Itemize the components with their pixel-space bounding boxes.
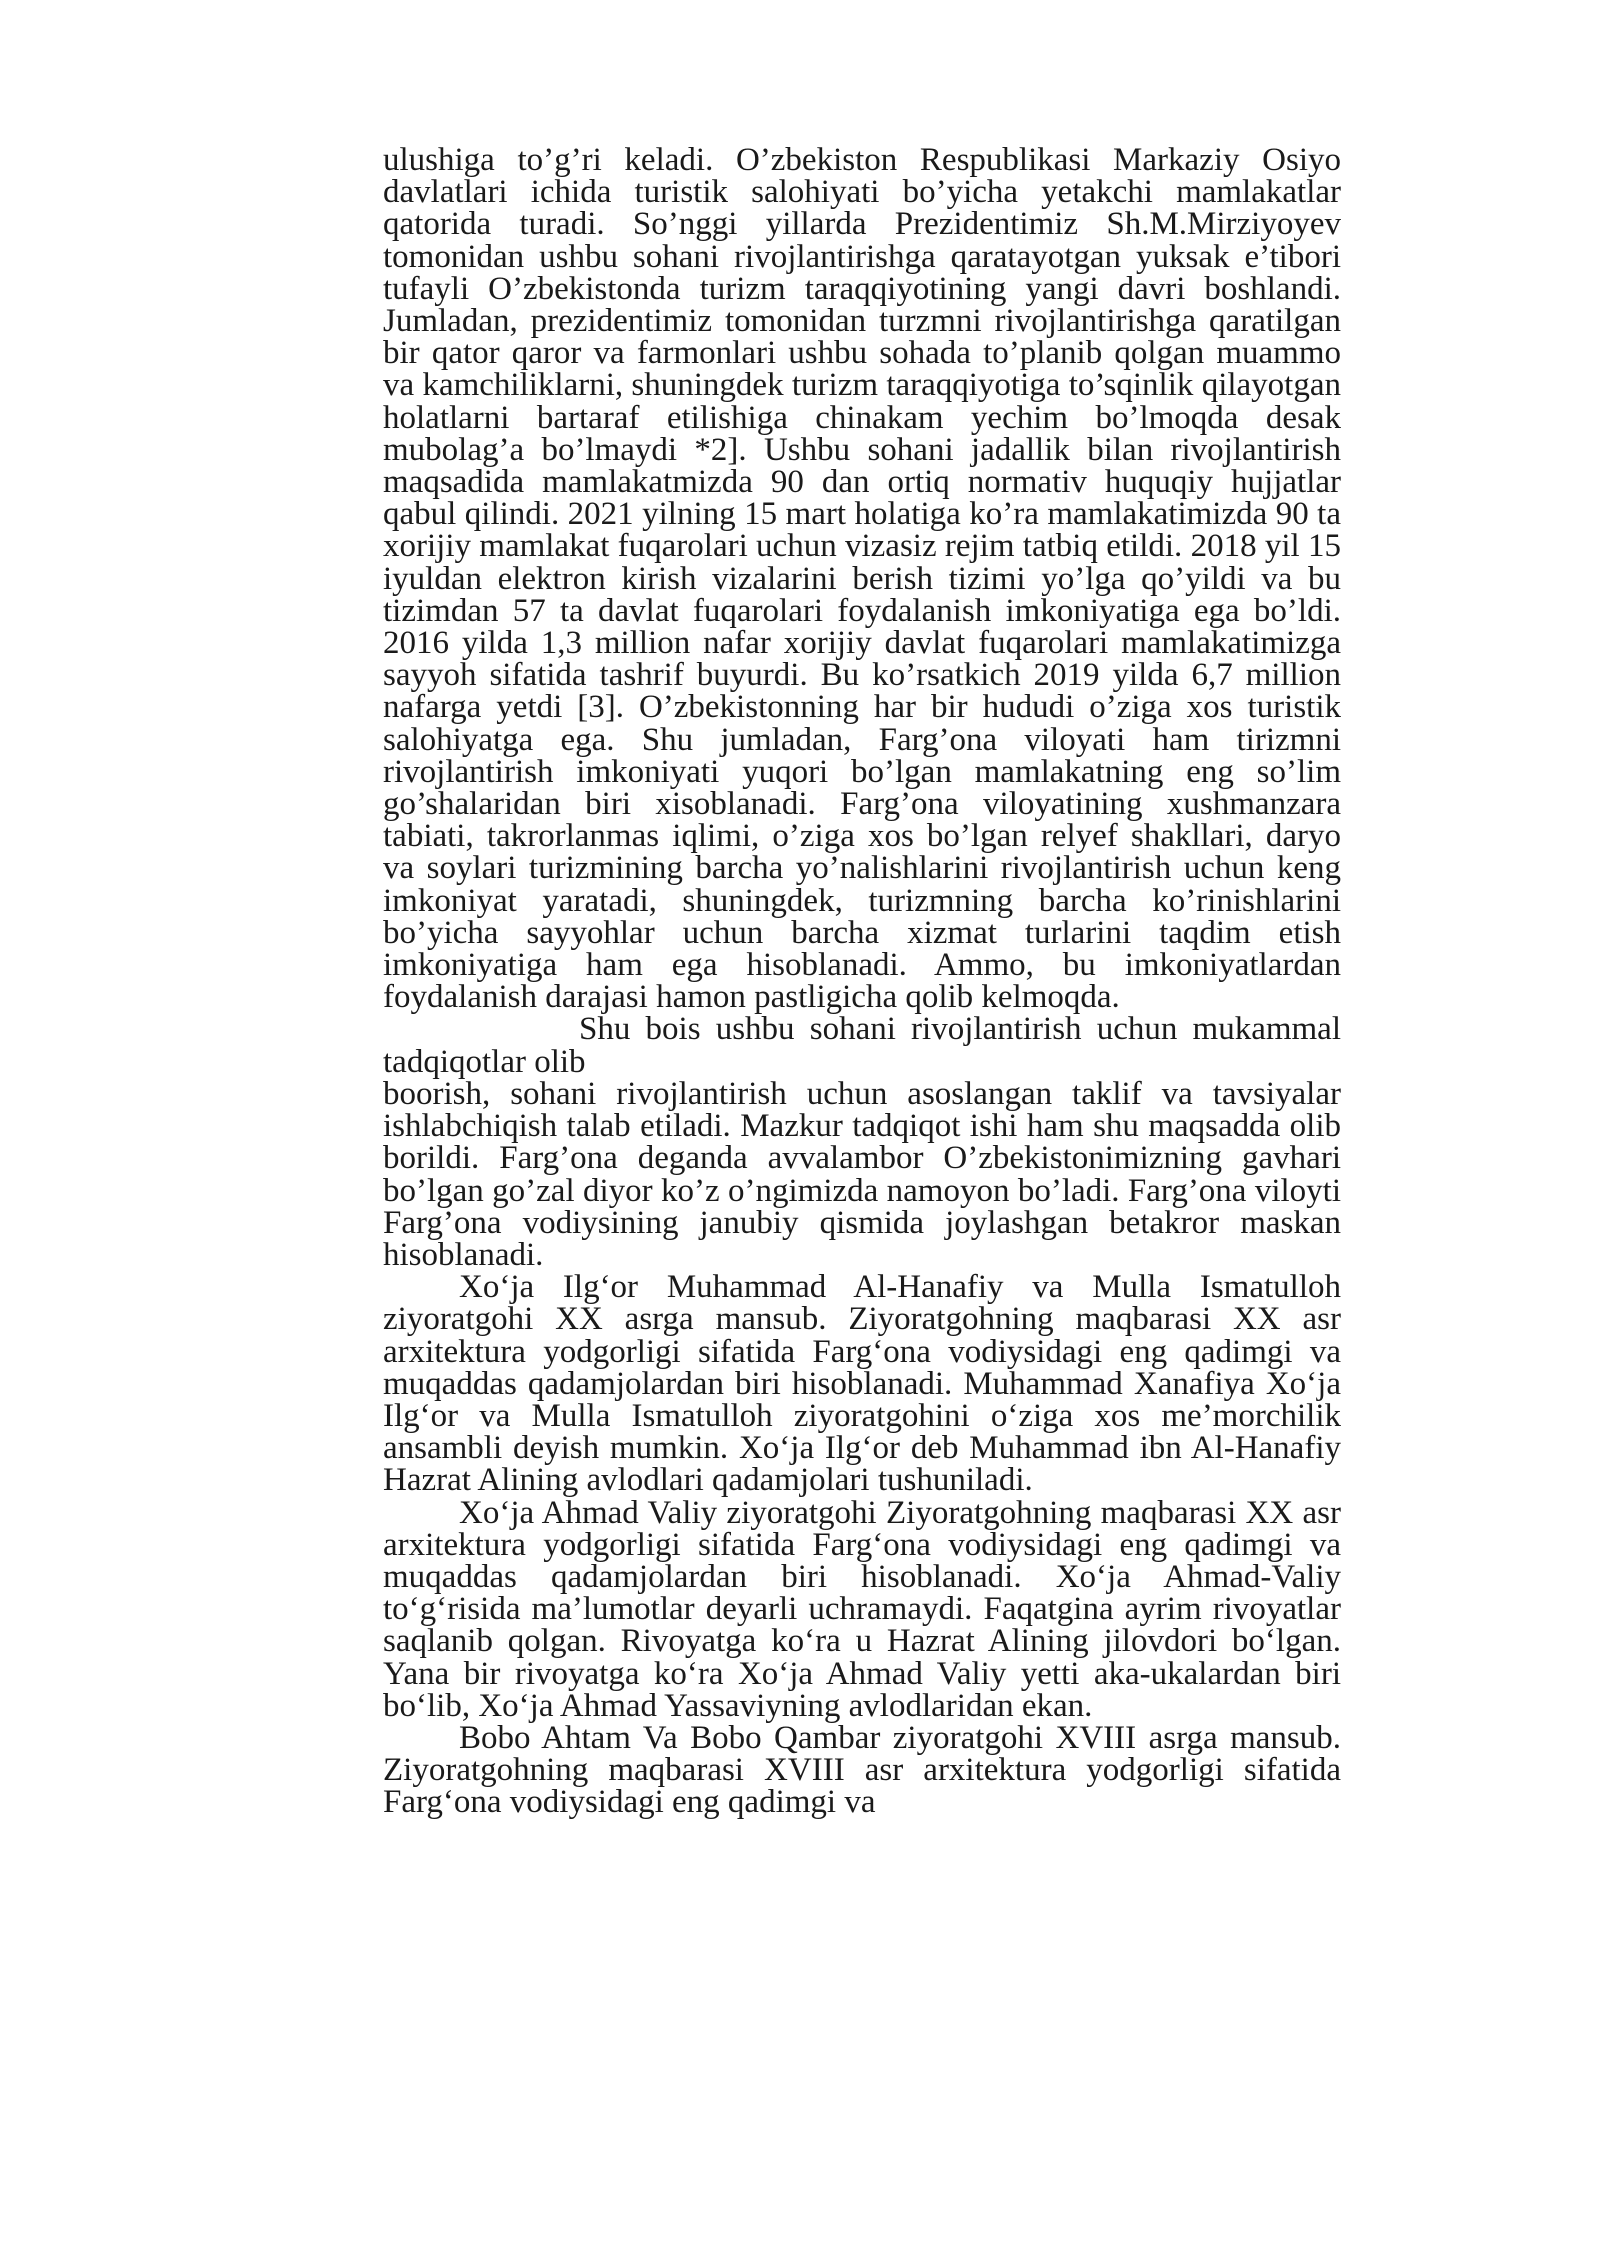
paragraph-fargona: boorish, sohani rivojlantirish uchun asoslangan taklif va tavsiyalar ishlabchiqish talab etiladi. Mazkur tadqiqot ishi ham shu maqsadda olib borildi. Farg’ona deganda avvalambor O’zbekistonimizning gavhari bo’lgan go’zal diyor ko’z o’ngimizda namoyon bo’ladi. Farg’ona viloyti Farg’ona vodiysining janubiy qismida joylashgan betakror maskan hisoblanadi.	[383, 1075, 1341, 1273]
paragraph-xoja-ahmad-valiy: Xo‘ja Ahmad Valiy ziyoratgohi Ziyoratgohning maqbarasi XX asr arxitektura yodgorligi sifatida Farg‘ona vodiysidagi eng qadimgi va muqaddas qadamjolardan biri hisoblanadi. Xo‘ja Ahmad-Valiy to‘g‘risida ma’lumotlar deyarli uchramaydi. Faqatgina ayrim rivoyatlar saqlanib qolgan. Rivoyatga ko‘ra u Hazrat Alining jilovdori bo‘lgan. Yana bir rivoyatga ko‘ra Xo‘ja Ahmad Valiy yetti aka-ukalardan biri bo‘lib, Xo‘ja Ahmad Yassaviyning avlodlaridan ekan.	[383, 1494, 1341, 1724]
paragraph-bobo-ahtam: Bobo Ahtam Va Bobo Qambar ziyoratgohi XVIII asrga mansub. Ziyoratgohning maqbarasi XVIII asr arxitektura yodgorligi sifatida Farg‘ona vodiysidagi eng qadimgi va	[383, 1719, 1341, 1821]
document-body	[383, 144, 1341, 1819]
paragraph-shu-bois: Shu bois ushbu sohani rivojlantirish uchun mukammal tadqiqotlar olib	[383, 1011, 1341, 1080]
paragraph-turizm-salohiyati: ulushiga to’g’ri keladi. O’zbekiston Respublikasi Markaziy Osiyo davlatlari ichida turistik salohiyati bo’yicha yetakchi mamlakatlar qatorida turadi. So’nggi yillarda Prezidentimiz Sh.M.Mirziyoyev tomonidan ushbu sohani rivojlantirishga qaratayotgan yuksak e’tibori tufayli O’zbekistonda turizm taraqqiyotining yangi davri boshlandi. Jumladan, prezidentimiz tomonidan turzmni rivojlantirishga qaratilgan bir qator qaror va farmonlari ushbu sohada to’planib qolgan muammo va kamchiliklarni, shuningdek turizm taraqqiyotiga to’sqinlik qilayotgan holatlarni bartaraf etilishiga chinakam yechim bo’lmoqda desak mubolag’a bo’lmaydi *2]. Ushbu sohani jadallik bilan rivojlantirish maqsadida mamlakatmizda 90 dan ortiq normativ huquqiy hujjatlar qabul qilindi. 2021 yilning 15 mart holatiga ko’ra mamlakatimizda 90 ta xorijiy mamlakat fuqarolari uchun vizasiz rejim tatbiq etildi. 2018 yil 15 iyuldan elektron kirish vizalarini berish tizimi yo’lga qo’yildi va bu tizimdan 57 ta davlat fuqarolari foydalanish imkoniyatiga ega bo’ldi. 2016 yilda 1,3 million nafar xorijiy davlat fuqarolari mamlakatimizga sayyoh sifatida tashrif buyurdi. Bu ko’rsatkich 2019 yilda 6,7 million nafarga yetdi [3]. O’zbekistonning har bir hududi o’ziga xos turistik salohiyatga ega. Shu jumladan, Farg’ona viloyati ham tirizmni rivojlantirish imkoniyati yuqori bo’lgan mamlakatning eng so’lim go’shalaridan biri xisoblanadi. Farg’ona viloyatining xushmanzara tabiati, takrorlanmas iqlimi, o’ziga xos bo’lgan relyef shakllari, daryo va soylari turizmining barcha yo’nalishlarini rivojlantirish uchun keng imkoniyat yaratadi, shuningdek, turizmning barcha ko’rinishlarini bo’yicha sayyohlar uchun barcha xizmat turlarini taqdim etish imkoniyatiga ham ega hisoblanadi. Ammo, bu imkoniyatlardan foydalanish darajasi hamon pastligicha qolib kelmoqda.	[383, 142, 1341, 1016]
paragraph-xoja-ilgor: Xo‘ja Ilg‘or Muhammad Al-Hanafiy va Mulla Ismatulloh ziyoratgohi XX asrga mansub. Ziyoratgohning maqbarasi XX asr arxitektura yodgorligi sifatida Farg‘ona vodiysidagi eng qadimgi va muqaddas qadamjolardan biri hisoblanadi. Muhammad Xanafiya Xo‘ja Ilg‘or va Mulla Ismatulloh ziyoratgohini o‘ziga xos me’morchilik ansambli deyish mumkin. Xo‘ja Ilg‘or deb Muhammad ibn Al-Hanafiy Hazrat Alining avlodlari qadamjolari tushuniladi.	[383, 1269, 1341, 1499]
